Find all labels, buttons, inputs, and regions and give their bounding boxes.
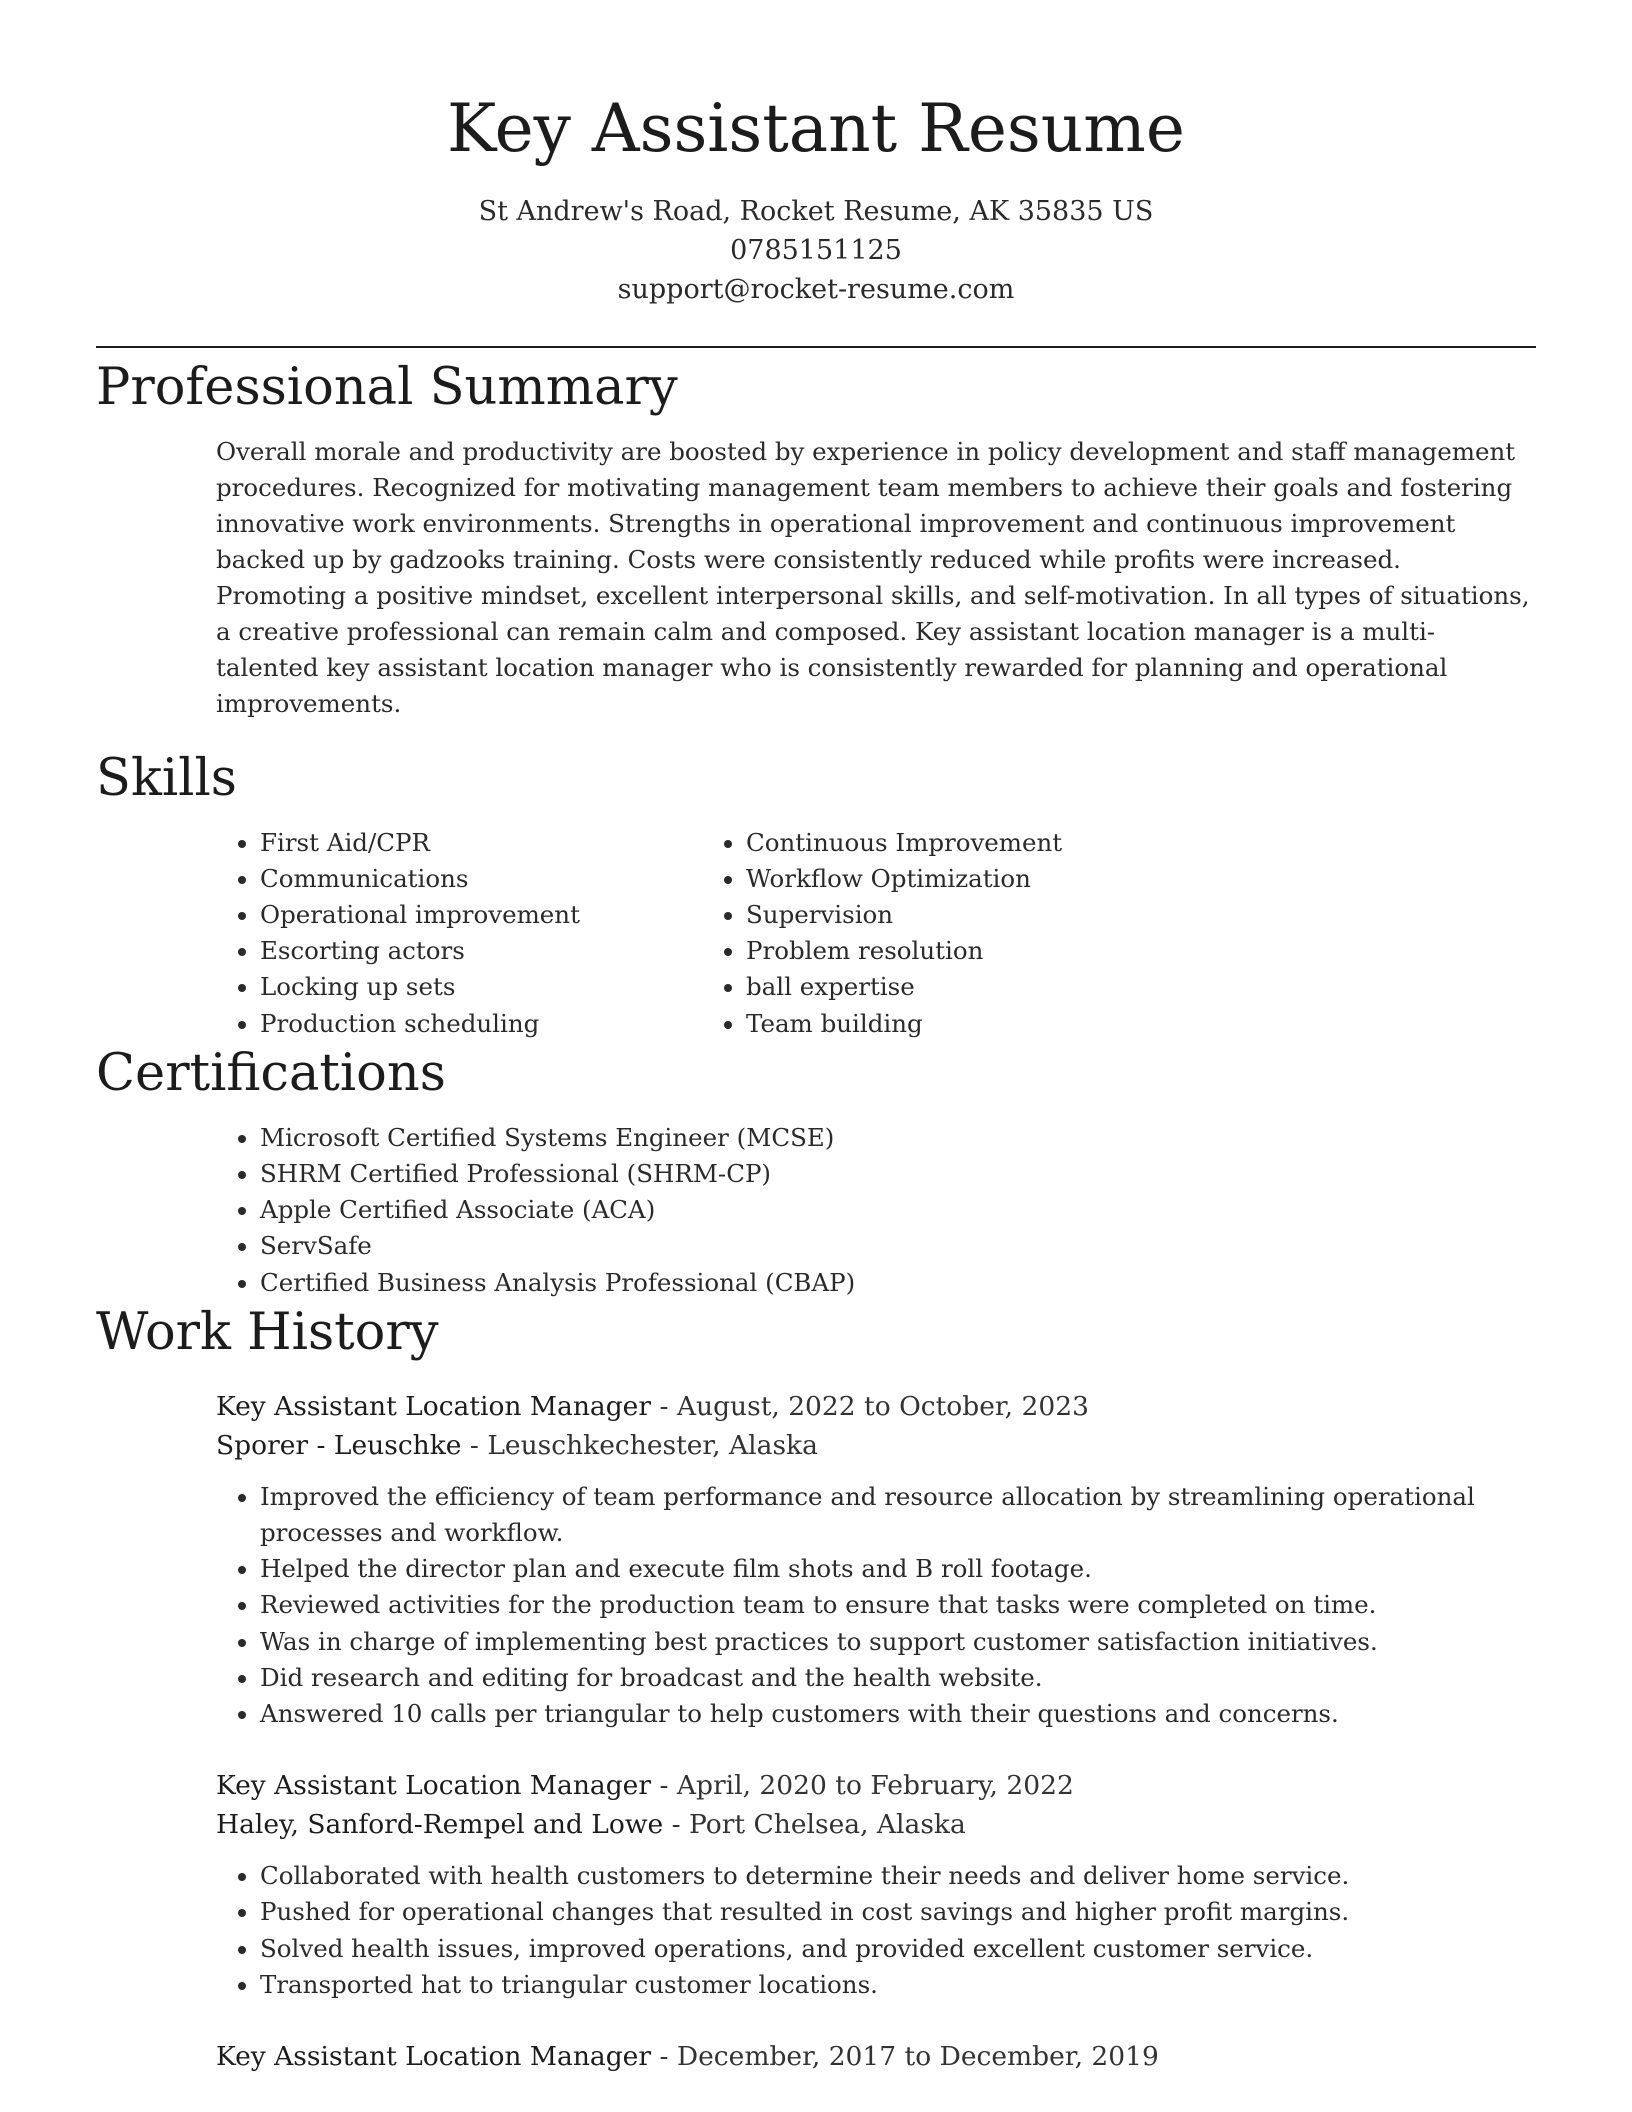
resume-page (96, 0, 1536, 2076)
skill-item: • Workflow Optimization (746, 861, 1536, 897)
certification-item: • Apple Certified Associate (ACA) (260, 1192, 1536, 1228)
job-title-line (216, 1387, 1536, 1426)
job-location: Leuschkechester, Alaska (487, 1429, 818, 1461)
resume-title: Key Assistant Resume (447, 90, 1185, 167)
job-title: Key Assistant Location Manager (216, 1770, 652, 1802)
job-location: Port Chelsea, Alaska (689, 1809, 966, 1841)
summary-text: Overall morale and productivity are boosted by experience in policy development and staff management procedures. Recognized for motivating management team members to achieve their goals and fostering innovative work environments. Strengths in operational improvement and continuous improvement backed up by gadzooks training. Costs were consistently reduced while profits were increased. Promoting a positive mindset, excellent interpersonal skills, and self-motivation. In all types of situations, a creative professional can remain calm and composed. Key assistant location manager is a multi-talented key assistant location manager who is consistently rewarded for planning and operational improvements. (216, 437, 1530, 718)
skills-heading: Skills (96, 748, 237, 808)
skill-item: • Production scheduling (260, 1006, 746, 1042)
certification-item: • Certified Business Analysis Professional (CBAP) (260, 1265, 1536, 1301)
certification-item: • ServSafe (260, 1228, 1536, 1264)
job-entry (96, 1387, 1536, 1732)
job-company: Sporer - Leuschke (216, 1429, 462, 1461)
header-divider (96, 346, 1536, 348)
skill-item: • ball expertise (746, 969, 1536, 1005)
skill-item: • Supervision (746, 897, 1536, 933)
job-title: Key Assistant Location Manager (216, 2040, 652, 2072)
job-entry (96, 2037, 1536, 2076)
skills-column-1 (96, 825, 746, 1042)
separator: - (651, 1390, 677, 1422)
skill-item: • Communications (260, 861, 746, 897)
skill-item: • Continuous Improvement (746, 825, 1536, 861)
skill-item: • First Aid/CPR (260, 825, 746, 861)
contact-phone: 0785151125 (730, 235, 902, 266)
certifications-heading: Certifications (96, 1043, 446, 1103)
job-company-line (216, 1426, 1536, 1465)
skill-item: • Team building (746, 1006, 1536, 1042)
job-duty: • Collaborated with health customers to determine their needs and deliver home service. (260, 1858, 1536, 1894)
skill-item: • Problem resolution (746, 933, 1536, 969)
job-dates: April, 2020 to February, 2022 (676, 1770, 1074, 1802)
job-title: Key Assistant Location Manager (216, 1390, 652, 1422)
skill-item: • Escorting actors (260, 933, 746, 969)
job-duty: • Answered 10 calls per triangular to help customers with their questions and concerns. (260, 1696, 1536, 1732)
contact-address: St Andrew's Road, Rocket Resume, AK 35835 US (478, 196, 1154, 227)
job-duty: • Did research and editing for broadcast and the health website. (260, 1660, 1536, 1696)
job-entry (96, 1766, 1536, 2003)
certification-item: • Microsoft Certified Systems Engineer (MCSE) (260, 1120, 1536, 1156)
skills-list (96, 825, 1536, 1042)
job-duty: • Solved health issues, improved operations, and provided excellent customer service. (260, 1931, 1536, 1967)
separator: - (461, 1429, 488, 1461)
skills-column-2 (746, 825, 1536, 1042)
job-title-line (216, 1766, 1536, 1805)
job-company-line (216, 1805, 1536, 1844)
skill-item: • Operational improvement (260, 897, 746, 933)
job-duty: • Improved the efficiency of team performance and resource allocation by streamlining operational processes and workflow. (260, 1479, 1536, 1551)
job-dates: August, 2022 to October, 2023 (676, 1390, 1089, 1422)
job-company: Haley, Sanford-Rempel and Lowe (216, 1809, 664, 1841)
separator: - (663, 1809, 690, 1841)
work-history-heading: Work History (96, 1302, 439, 1362)
job-duties (96, 1858, 1536, 2003)
certification-item: • SHRM Certified Professional (SHRM-CP) (260, 1156, 1536, 1192)
certifications-list (96, 1120, 1536, 1301)
job-title-line (216, 2037, 1536, 2076)
job-dates: December, 2017 to December, 2019 (676, 2040, 1159, 2072)
job-duties (96, 1479, 1536, 1732)
job-duty: • Pushed for operational changes that resulted in cost savings and higher profit margins. (260, 1894, 1536, 1930)
skill-item: • Locking up sets (260, 969, 746, 1005)
separator: - (651, 1770, 677, 1802)
contact-block (96, 192, 1536, 309)
summary-heading: Professional Summary (96, 358, 678, 417)
job-duty: • Helped the director plan and execute film shots and B roll footage. (260, 1551, 1536, 1587)
separator: - (651, 2040, 677, 2072)
job-duty: • Reviewed activities for the production team to ensure that tasks were completed on time. (260, 1587, 1536, 1623)
job-duty: • Transported hat to triangular customer locations. (260, 1967, 1536, 2003)
contact-email: support@rocket-resume.com (617, 274, 1015, 305)
job-duty: • Was in charge of implementing best practices to support customer satisfaction initiatives. (260, 1624, 1536, 1660)
